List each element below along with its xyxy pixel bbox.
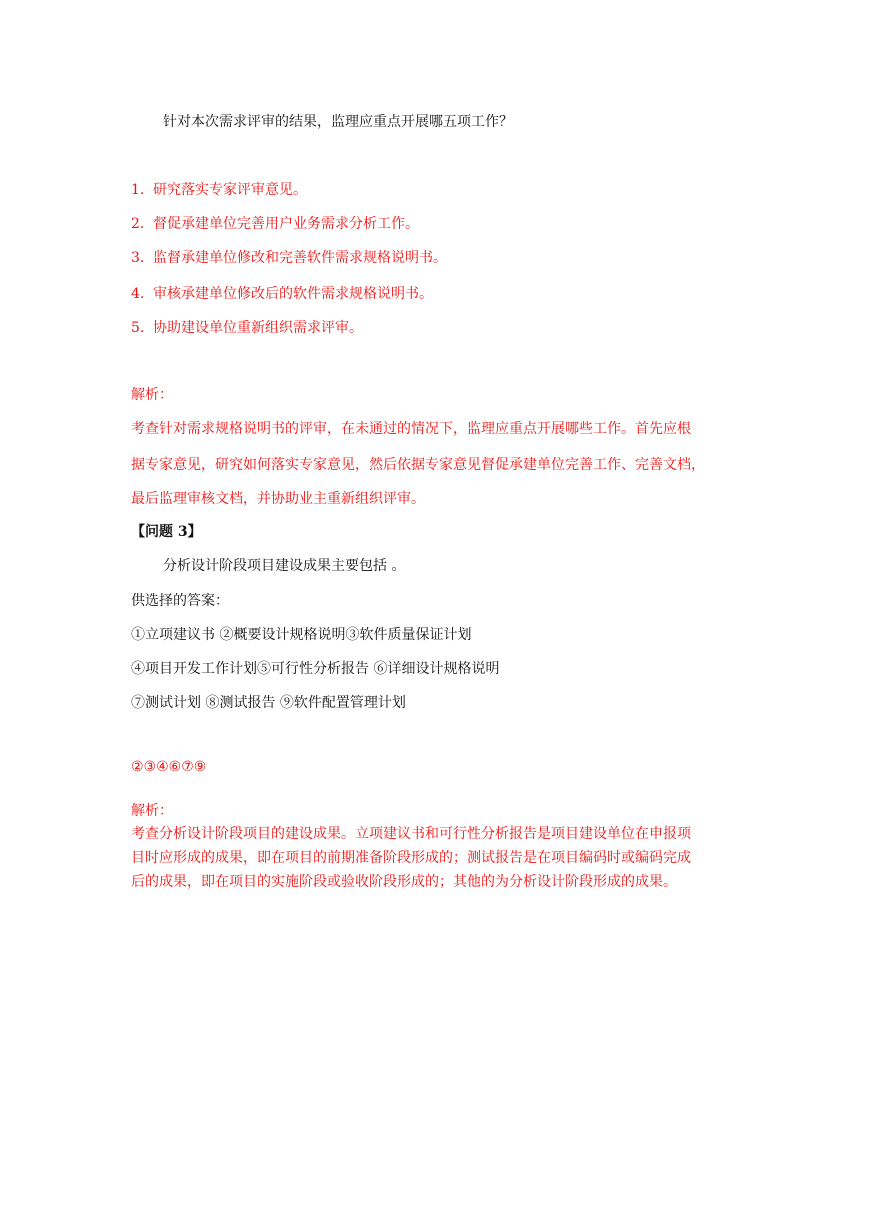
q2-answer-2: [131, 215, 419, 233]
q3-analysis-label: 解析：: [131, 803, 173, 819]
q2-answer-text: 审核承建单位修改后的软件需求规格说明书。: [153, 286, 433, 302]
q3-options-line-1: ①立项建议书 ②概要设计规格说明③软件质量保证计划: [131, 627, 472, 643]
q2-analysis-label: 解析：: [131, 387, 173, 403]
q2-answer-number: 1.: [131, 182, 145, 198]
q2-answer-text: 研究落实专家评审意见。: [153, 182, 307, 198]
q2-answer-text: 监督承建单位修改和完善软件需求规格说明书。: [153, 250, 447, 266]
q2-answer-number: 4.: [131, 286, 145, 302]
q2-answer-3: [131, 249, 447, 267]
q2-answer-number: 2.: [131, 216, 145, 232]
q3-heading: 【问题 3】: [131, 524, 202, 540]
q3-analysis-line-3: 后的成果，即在项目的实施阶段或验收阶段形成的；其他的为分析设计阶段形成的成果。: [131, 874, 677, 890]
q3-options-label: 供选择的答案：: [131, 593, 229, 609]
q2-answer-4: [131, 285, 433, 303]
q2-answer-5: [131, 319, 363, 337]
q2-question: 针对本次需求评审的结果，监理应重点开展哪五项工作？: [163, 114, 513, 130]
q2-answer-text: 协助建设单位重新组织需求评审。: [153, 320, 363, 336]
q3-analysis-line-1: 考查分析设计阶段项目的建设成果。立项建议书和可行性分析报告是项目建设单位在申报项: [131, 826, 691, 842]
q2-answer-number: 3.: [131, 250, 145, 266]
q3-options-line-3: ⑦测试计划 ⑧测试报告 ⑨软件配置管理计划: [131, 695, 406, 711]
q2-analysis-line-3: 最后监理审核文档，并协助业主重新组织评审。: [131, 491, 425, 507]
q3-question: 分析设计阶段项目建设成果主要包括 。: [163, 558, 406, 574]
q2-answer-number: 5.: [131, 320, 145, 336]
q2-answer-text: 督促承建单位完善用户业务需求分析工作。: [153, 216, 419, 232]
q2-analysis-line-1: 考查针对需求规格说明书的评审，在未通过的情况下，监理应重点开展哪些工作。首先应根: [131, 421, 691, 437]
q3-options-line-2: ④项目开发工作计划⑤可行性分析报告 ⑥详细设计规格说明: [131, 661, 500, 677]
q2-answer-1: [131, 181, 307, 199]
q2-analysis-line-2: 据专家意见，研究如何落实专家意见，然后依据专家意见督促承建单位完善工作、完善文档，: [131, 457, 705, 473]
q3-analysis-line-2: 目时应形成的成果，即在项目的前期准备阶段形成的；测试报告是在项目编码时或编码完成: [131, 850, 691, 866]
q3-answer: ②③④⑥⑦⑨: [131, 759, 207, 775]
